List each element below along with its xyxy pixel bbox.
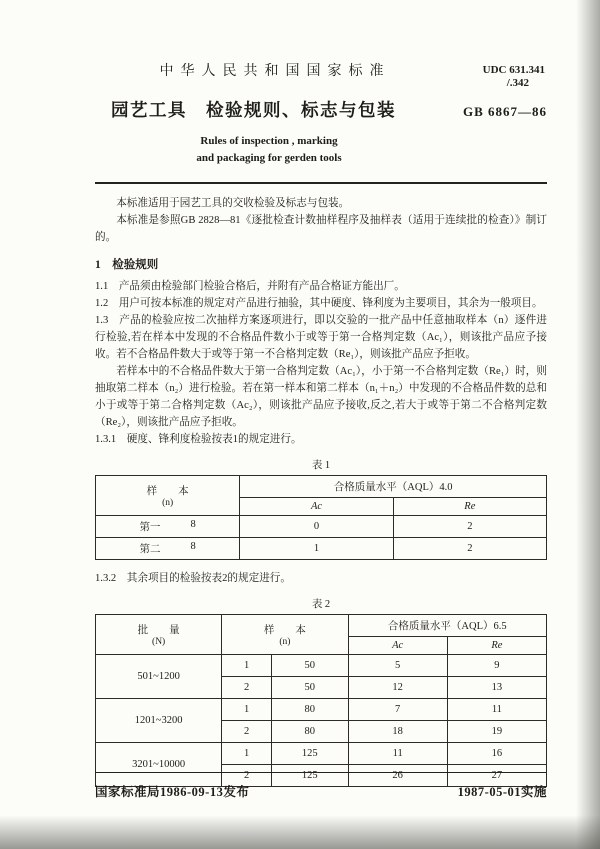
sample-size: 125 (271, 765, 348, 787)
ac-value: 0 (240, 516, 393, 538)
ac-value: 1 (240, 538, 393, 560)
table-2-header-sample-sub: (n) (279, 637, 291, 647)
sample-size: 50 (271, 677, 348, 699)
publish-date: 国家标准局1986-09-13发布 (95, 785, 250, 799)
table-row (96, 516, 547, 538)
sample-size: 50 (271, 655, 348, 677)
scan-shadow-bottom (0, 815, 600, 849)
udc-line-1: UDC 631.341 (482, 64, 545, 76)
sample-size: 80 (271, 699, 348, 721)
document-content (95, 60, 547, 787)
sample-size: 8 (190, 541, 196, 552)
sample-no: 2 (222, 677, 272, 699)
table-1-header-sample-sub: (n) (162, 498, 174, 508)
re-value: 13 (447, 677, 546, 699)
sample-size: 125 (271, 743, 348, 765)
english-title-line-2: and packaging for gerden tools (196, 152, 342, 164)
batch-range: 3201~10000 (96, 743, 222, 787)
section-1-heading: 1 检验规则 (95, 259, 159, 271)
clause-1-3-2: 1.3.2 其余项目的检验按表2的规定进行。 (95, 573, 291, 584)
table-1-header-sample-label: 样 本 (146, 486, 189, 497)
document-footer (95, 772, 547, 800)
table-2-header-sample-label: 样 本 (263, 625, 306, 636)
clause-1-1: 1.1 产品须由检验部门检验合格后，并附有产品合格证方能出厂。 (95, 281, 405, 292)
sample-no: 2 (222, 765, 272, 787)
scan-shadow-right (576, 0, 600, 849)
sample-no: 1 (222, 655, 272, 677)
re-value: 19 (447, 721, 546, 743)
ac-value: 18 (348, 721, 447, 743)
table-1-header-aql: 合格质量水平（AQL）4.0 (240, 476, 547, 498)
udc-line-2: /.342 (506, 77, 529, 89)
table-2-header-ac: Ac (348, 637, 447, 655)
table-1-header-row (96, 476, 547, 498)
sample-no: 2 (222, 721, 272, 743)
document-header (95, 60, 547, 184)
table-row (96, 699, 547, 721)
udc-number (483, 64, 545, 90)
ac-value: 12 (348, 677, 447, 699)
clause-1-3: 1.3 产品的检验应按二次抽样方案逐项进行，即以交验的一批产品中任意抽取样本（n）逐件进行检验,若在样本中发现的不合格品件数小于或等于第一合格判定数（Ac₁），则该批产品应予接收。若不合格品件数大于或等于第一不合格判定数（Re₁），则该批产品应予拒收。 (95, 315, 547, 360)
table-2-header-row (96, 615, 547, 637)
ac-value: 11 (348, 743, 447, 765)
table-2-caption: 表 2 (311, 599, 331, 610)
re-value: 27 (447, 765, 546, 787)
implement-date: 1987-05-01实施 (457, 785, 547, 799)
english-title (43, 133, 495, 167)
page-title: 园艺工具 检验规则、标志与包装 (111, 100, 396, 120)
intro-paragraph-1: 本标准适用于园艺工具的交收检验及标志与包装。 (116, 198, 350, 209)
table-1-header-ac: Ac (240, 498, 393, 516)
clause-1-2: 1.2 用户可按本标准的规定对产品进行抽验，其中硬度、锋利度为主要项目，其余为一般项目。 (95, 298, 543, 309)
ac-value: 26 (348, 765, 447, 787)
intro-paragraph-2: 本标准是参照GB 2828—81《逐批检查计数抽样程序及抽样表（适用于连续批的检查）》制订的。 (95, 215, 547, 243)
english-title-line-1: Rules of inspection , marking (200, 135, 338, 147)
table-2-header-aql: 合格质量水平（AQL）6.5 (348, 615, 546, 637)
table-1 (95, 475, 547, 560)
table-2-header-batch-label: 批 量 (137, 625, 180, 636)
re-value: 2 (393, 516, 546, 538)
ac-value: 5 (348, 655, 447, 677)
table-2-header-batch-sub: (N) (152, 637, 166, 647)
clause-1-3-continued: 若样本中的不合格品件数大于第一合格判定数（Ac₁），小于第一不合格判定数（Re₁）时，则抽取第二样本（n₂）进行检验。若在第一样本和第二样本（n₁＋n₂）中发现的不合格品件数的总和小于或等于第二合格判定数（Ac₂），则该批产品应予接收,反之,若大于或等于第二不合格判定数（Re₂），则该批产品应予拒收。 (95, 366, 547, 428)
header-rule (95, 182, 547, 184)
sample-size: 8 (190, 519, 196, 530)
table-row (96, 655, 547, 677)
re-value: 2 (393, 538, 546, 560)
sample-no: 1 (222, 699, 272, 721)
table-1-header-sample (96, 476, 240, 516)
footer-rule (95, 772, 547, 773)
sample-size: 80 (271, 721, 348, 743)
re-value: 9 (447, 655, 546, 677)
batch-range: 501~1200 (96, 655, 222, 699)
batch-range: 1201~3200 (96, 699, 222, 743)
sample-label: 第二 (139, 544, 161, 555)
table-2-header-sample (222, 615, 348, 655)
table-2-header-re: Re (447, 637, 546, 655)
document-body (95, 195, 547, 787)
title-row (95, 97, 547, 122)
ac-value: 7 (348, 699, 447, 721)
table-row (96, 538, 547, 560)
table-row (96, 743, 547, 765)
standard-header-title: 中华人民共和国国家标准 (159, 64, 391, 79)
table-2-header-batch (96, 615, 222, 655)
table-2 (95, 614, 547, 787)
sample-no: 1 (222, 743, 272, 765)
re-value: 11 (447, 699, 546, 721)
re-value: 16 (447, 743, 546, 765)
clause-1-3-1: 1.3.1 硬度、锋利度检验按表1的规定进行。 (95, 434, 302, 445)
standard-number: GB 6867—86 (462, 104, 547, 119)
table-1-header-re: Re (393, 498, 546, 516)
table-1-caption: 表 1 (311, 460, 331, 471)
sample-label: 第一 (139, 522, 161, 533)
